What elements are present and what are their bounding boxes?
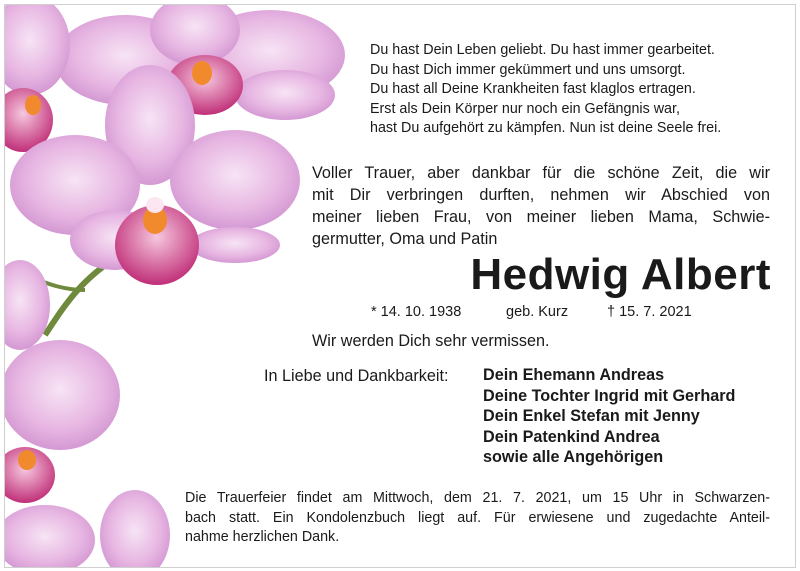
poem-line: hast Du aufgehört zu kämpfen. Nun ist deine Seele frei. xyxy=(370,120,722,136)
intro-text xyxy=(312,162,770,250)
orchid-top xyxy=(55,5,345,120)
signers-list xyxy=(483,365,735,468)
poem-line: Erst als Dein Körper nur noch ein Gefängnis war, xyxy=(370,100,680,117)
maiden-name: geb. Kurz xyxy=(506,304,569,320)
signer: Dein Ehemann Andreas xyxy=(483,366,665,384)
funeral-line: nahme herzlichen Dank. xyxy=(185,529,340,545)
signer: Deine Tochter Ingrid mit Gerhard xyxy=(483,386,736,405)
intro-line: meiner lieben Frau, von meiner lieben Mama, Schwie- xyxy=(312,208,770,226)
intro-line: germutter, Oma und Patin xyxy=(312,230,498,248)
orchid-lower xyxy=(5,340,170,567)
birth-date: * 14. 10. 1938 xyxy=(371,304,462,320)
intro-line: mit Dir verbringen durften, nehmen wir Abschied von xyxy=(312,186,770,204)
farewell-line: Wir werden Dich sehr vermissen. xyxy=(312,332,550,350)
signer: sowie alle Angehörigen xyxy=(483,448,664,466)
orchid-left-middle xyxy=(5,260,50,350)
intro-line: Voller Trauer, aber dankbar für die schöne Zeit, die wir xyxy=(312,164,770,182)
funeral-notice xyxy=(185,489,770,548)
thanks-label: In Liebe und Dankbarkeit: xyxy=(264,367,449,385)
deceased-name: Hedwig Albert xyxy=(470,250,771,299)
obituary-card xyxy=(4,4,796,568)
death-date: † 15. 7. 2021 xyxy=(607,304,692,320)
funeral-line: Die Trauerfeier findet am Mittwoch, dem 21. 7. 2021, um 15 Uhr in Schwarzen- xyxy=(185,490,770,506)
signer: Dein Enkel Stefan mit Jenny xyxy=(483,407,700,425)
signer: Dein Patenkind Andrea xyxy=(483,427,660,446)
orchid-left-partial xyxy=(5,5,70,152)
poem-line: Du hast all Deine Krankheiten fast klaglos ertragen. xyxy=(370,81,696,97)
funeral-line: bach statt. Ein Kondolenzbuch liegt auf. Für erwiesene und zugedachte Anteil- xyxy=(185,509,770,526)
poem xyxy=(370,41,770,139)
poem-line: Du hast Dein Leben geliebt. Du hast immer gearbeitet. xyxy=(370,42,715,58)
orchid-illustration xyxy=(5,5,345,567)
poem-line: Du hast Dich immer gekümmert und uns umsorgt. xyxy=(370,61,686,78)
